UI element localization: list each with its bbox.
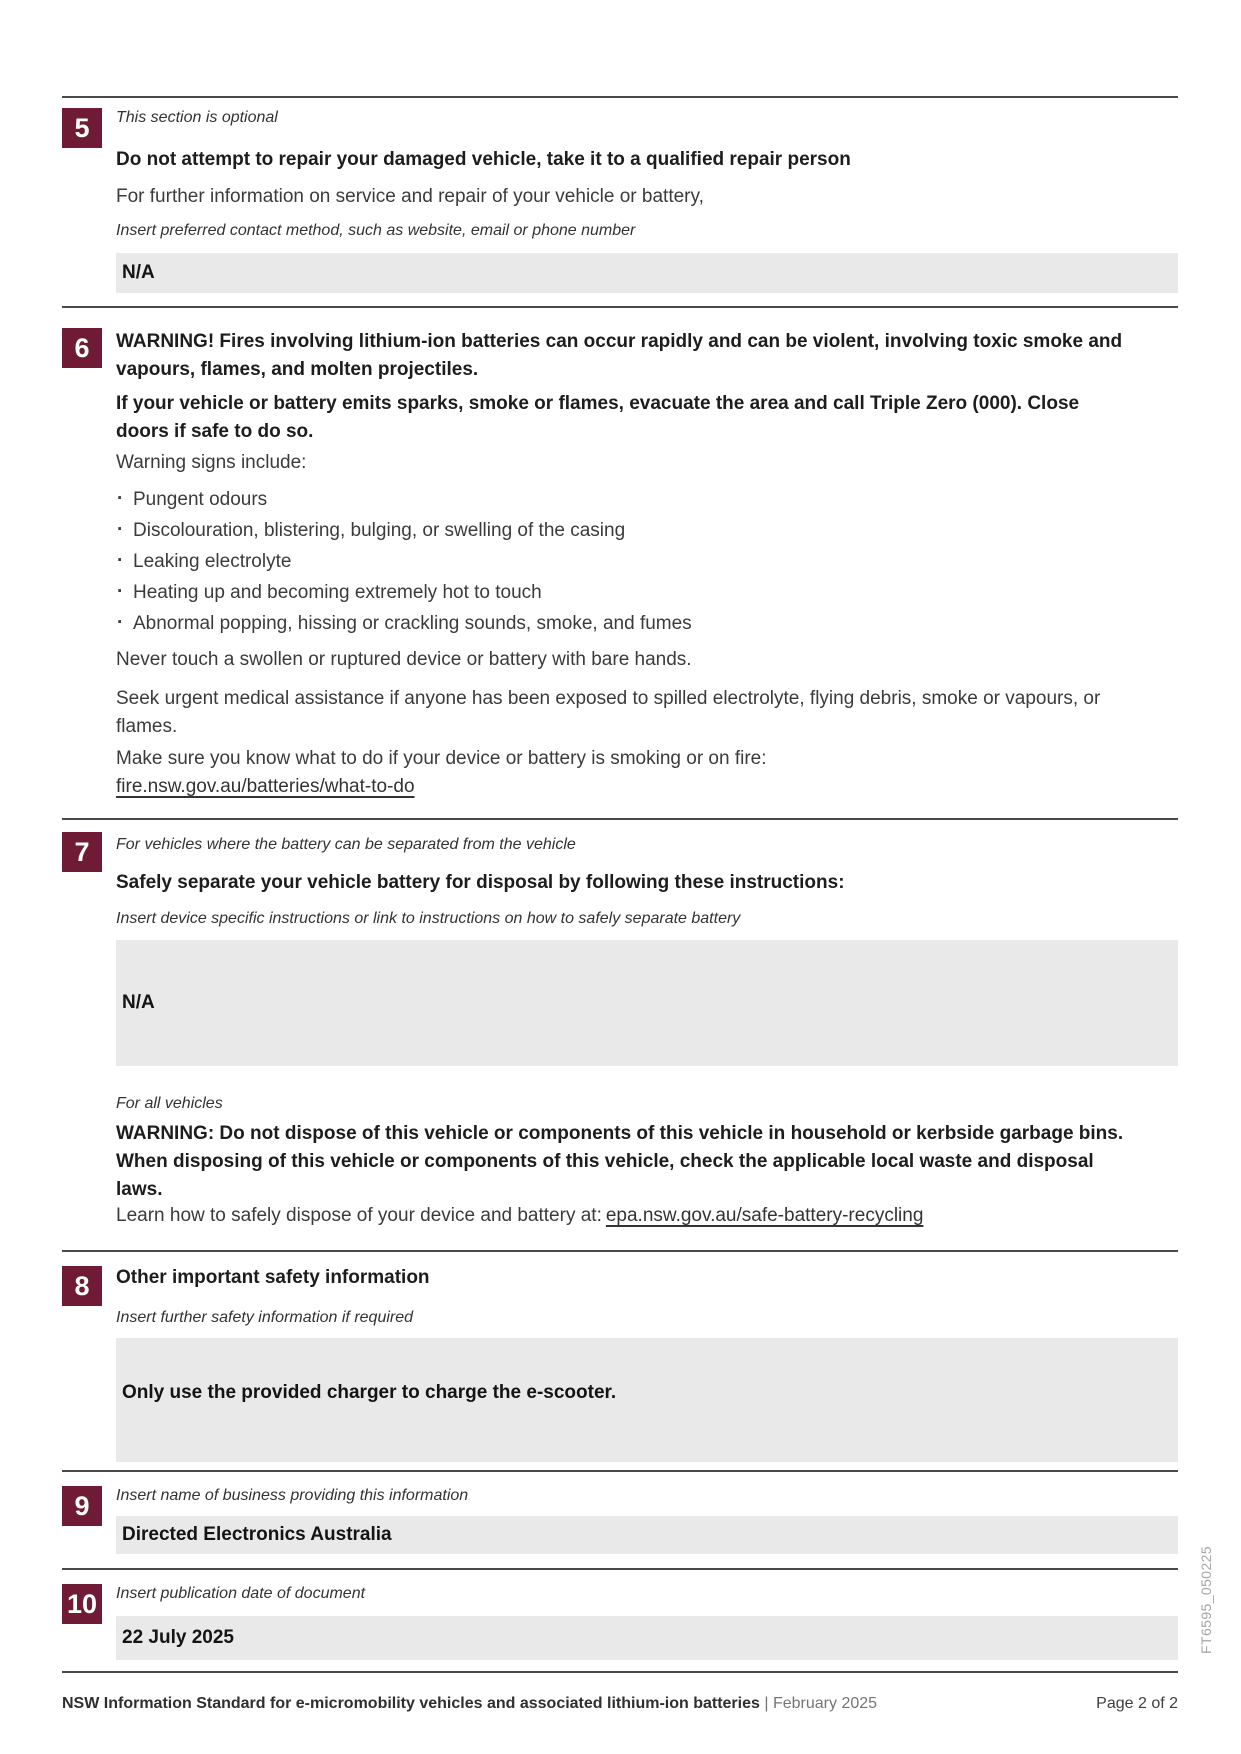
section-number-badge: 8 [62,1266,102,1306]
footer-title: NSW Information Standard for e-micromobility vehicles and associated lithium-ion batteries [62,1695,760,1712]
paragraph [116,1204,1178,1228]
list-item: · Discolouration, blistering, bulging, or swelling of the casing [116,519,1116,543]
insert-note: Insert device specific instructions or link to instructions on how to safely separate battery [116,910,741,927]
section-number-badge: 7 [62,832,102,872]
warning-paragraph: If your vehicle or battery emits sparks, smoke or flames, evacuate the area and call Triple Zero (000). Close doors if safe to do so. [116,393,1080,442]
field-value-box [116,1516,1178,1554]
section-6 [62,306,1178,801]
footer [62,1694,1178,1714]
field-value-box [116,1338,1178,1462]
section-number-badge: 9 [62,1486,102,1526]
footer-divider [62,1671,1178,1673]
field-value-box [116,1616,1178,1660]
list-item: · Leaking electrolyte [116,550,1116,574]
warning-signs-list [116,488,1116,636]
fire-safety-link[interactable]: fire.nsw.gov.au/batteries/what-to-do [116,776,415,797]
insert-note: Insert preferred contact method, such as website, email or phone number [116,222,636,239]
field-value: 22 July 2025 [122,1627,234,1648]
footer-page-number: Page 2 of 2 [1096,1695,1178,1712]
section-5 [62,96,1178,293]
paragraph: Seek urgent medical assistance if anyone has been exposed to spilled electrolyte, flying debris, smoke or vapours, or flames. [116,688,1101,737]
field-value: N/A [122,992,155,1013]
fire-info-text: Make sure you know what to do if your device or battery is smoking or on fire: [116,748,767,769]
battery-recycling-link[interactable]: epa.nsw.gov.au/safe-battery-recycling [605,1205,924,1226]
footer-separator: | [764,1695,769,1712]
footer-date: February 2025 [772,1695,878,1712]
field-value: Only use the provided charger to charge the e-scooter. [122,1382,617,1403]
dispose-info-text: Learn how to safely dispose of your device and battery at: [116,1205,602,1226]
field-value: N/A [122,262,155,283]
paragraph: Never touch a swollen or ruptured device or battery with bare hands. [116,649,692,670]
footer-left [62,1694,877,1714]
optional-note: This section is optional [116,109,278,126]
paragraph: For further information on service and repair of your vehicle or battery, [116,186,704,207]
insert-note: Insert publication date of document [116,1585,366,1602]
field-value-box [116,253,1178,293]
list-item: · Abnormal popping, hissing or crackling sounds, smoke, and fumes [116,612,1116,636]
section-heading: Do not attempt to repair your damaged vehicle, take it to a qualified repair person [116,149,851,170]
section-9 [62,1470,1178,1554]
section-number-badge: 10 [62,1584,102,1624]
condition-note: For vehicles where the battery can be separated from the vehicle [116,836,576,853]
paragraph [116,745,1178,801]
insert-note: Insert name of business providing this information [116,1487,469,1504]
section-8 [62,1250,1178,1462]
insert-note: Insert further safety information if required [116,1309,414,1326]
list-item: · Pungent odours [116,488,1116,512]
section-heading: Other important safety information [116,1267,430,1288]
field-value: Directed Electronics Australia [122,1524,392,1545]
section-heading: Safely separate your vehicle battery for disposal by following these instructions: [116,872,845,893]
warning-paragraph: WARNING! Fires involving lithium-ion batteries can occur rapidly and can be violent, involving toxic smoke and vapours, flames, and molten projectiles. [116,331,1123,380]
paragraph: Warning signs include: [116,452,307,473]
list-item: · Heating up and becoming extremely hot to touch [116,581,1116,605]
section-number-badge: 5 [62,108,102,148]
field-value-box [116,940,1178,1066]
document-code: FT6595_050225 [1198,1546,1214,1654]
section-number-badge: 6 [62,328,102,368]
section-10 [62,1568,1178,1660]
warning-paragraph: WARNING: Do not dispose of this vehicle or components of this vehicle in household or kerbside garbage bins. When disposing of this vehicle or components of this vehicle, check the applicable local waste and disposal laws. [116,1123,1124,1200]
all-vehicles-note: For all vehicles [116,1095,223,1112]
section-7 [62,818,1178,1228]
